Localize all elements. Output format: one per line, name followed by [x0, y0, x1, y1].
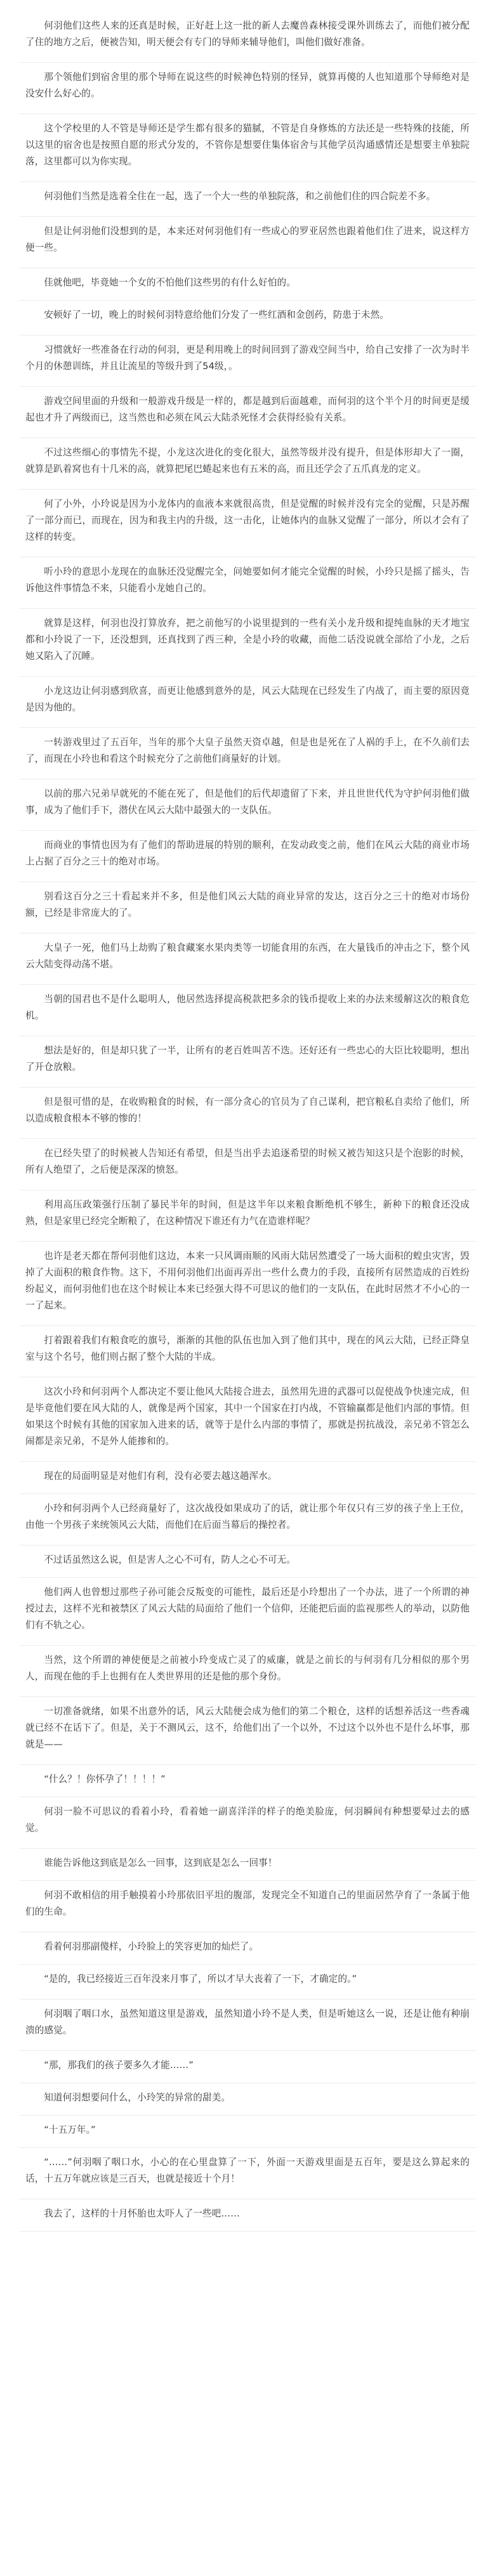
- dialogue-paragraph: “什么？！你怀孕了！！！！”: [19, 1765, 476, 1797]
- story-paragraph: 习惯就好一些准备在行动的何羽，更是利用晚上的时间回到了游戏空间当中，给自己安排了一次为时半个月的休憩训练，并且让流星的等级升到了54级，。: [19, 335, 476, 387]
- story-paragraph: 看着何羽那副傻样，小玲脸上的笑容更加的灿烂了。: [19, 1932, 476, 1965]
- story-paragraph: 利用高压政策强行压制了暴民半年的时间，但是这半年以来粮食断绝机不够生，新种下的粮食还没成熟，但是家里已经完全断粮了，在这种情况下谁还有力气在造谁样呢？: [19, 1190, 476, 1242]
- dialogue-paragraph: “是的，我已经接近三百年没来月事了，所以才早大丧着了一下，才确定的。”: [19, 1965, 476, 2000]
- story-paragraph: 一切准备就绪，如果不出意外的话，风云大陆便会成为他们的第二个粮仓，这样的话想养活这一些香魂就已经不在话下了。但是，关于不测风云，这不，给他们出了一个以外，不过这个以外也不是什么坏事，那就是——: [19, 1697, 476, 1765]
- story-paragraph: 何羽他们当然是选着全住在一起，选了一个大一些的单独院落，和之前他们住的四合院差不多。: [19, 182, 476, 217]
- story-paragraph: 打着跟着我们有粮食吃的旗号，渐渐的其他的队伍也加入到了他们其中，现在的风云大陆，已经正降皇室与这个名号，他们则占据了整个大陆的半成。: [19, 1326, 476, 1377]
- story-paragraph: 谁能告诉他这到底是怎么一回事，这到底是怎么一回事！: [19, 1849, 476, 1881]
- story-paragraph: 想法是好的，但是却只犹了一半，让所有的老百姓叫苦不迭。还好还有一些忠心的大臣比较聪明，想出了开仓放粮。: [19, 1036, 476, 1088]
- story-paragraph: 这次小玲和何羽两个人都决定不要让他风大陆接合进去，虽然用先进的武器可以促使战争快速完成，但是毕竟他们要在风大陆的人，就像是两个国家，其中一个国家在打内战，不管输赢都是他们内部的事情。但如果这个时候有其他的国家加入进来的话，就等于是什么内部的事情了，那就是拐抗战没，亲兄弟不管怎么闹都是亲兄弟，不是外人能掺和的。: [19, 1377, 476, 1462]
- story-paragraph: 在已经失望了的时候被人告知还有希望，但是当出乎去追逐希望的时候又被告知这只是个泡影的时候，所有人绝望了，之后便是深深的愤怒。: [19, 1139, 476, 1190]
- dialogue-paragraph: “十五万年。”: [19, 2116, 476, 2148]
- story-paragraph: 何羽咽了咽口水，虽然知道这里是游戏，虽然知道小玲不是人类，但是听她这么一说，还是让他有种崩溃的感觉。: [19, 2000, 476, 2051]
- story-paragraph: 一转游戏里过了五百年，当年的那个大皇子虽然天资卓越，但是也是死在了人祸的手上，在不久前们去了，而现在小玲也和看这个时候充分了之前他们商量好的计划。: [19, 728, 476, 779]
- story-paragraph: 游戏空间里面的升级和一般游戏升级是一样的，都是越到后面越难，而何羽的这个半个月的时间更是缓起也才升了两级而已，这当然也和必须在风云大陆杀死怪才会获得经验有关系。: [19, 387, 476, 438]
- story-paragraph: 小玲和何羽两个人已经商量好了，这次战役如果成功了的话，就让那个年仅只有三岁的孩子坐上王位，由他一个男孩子来统领风云大陆，而他们在后面当幕后的操控者。: [19, 1494, 476, 1545]
- story-paragraph: 别看这百分之三十看起来并不多，但是他们风云大陆的商业异常的发达，这百分之三十的绝对市场份额，已经是非常庞大的了。: [19, 882, 476, 933]
- story-paragraph: 不过这些细心的事情先不提，小龙这次进化的变化很大，虽然等级并没有提升，但是体形却大了一圈，就算是趴着窝也有十几米的高，就算把尾巴蜷起来也有五米的高，而且还学会了五爪真龙的定义。: [19, 438, 476, 490]
- story-paragraph: 就算是这样，何羽也没打算放弃，把之前他写的小说里提到的一些有关小龙升级和提纯血脉的天才地宝都和小玲说了一下，还没想到，还真找到了西三种，全是小玲的收藏，而他二话没说就全部给了小龙，之后她又陷入了沉睡。: [19, 609, 476, 677]
- story-paragraph: 以前的那六兄弟早就死的不能在死了，但是他们的后代却遗留了下来，并且世世代代为守护何羽他们做事，成为了他们手下，潜伏在风云大陆中最强大的一支队伍。: [19, 779, 476, 831]
- story-paragraph: 何羽一脸不可思议的看着小玲，看着她一副喜洋洋的样子的绝美脸庞，何羽瞬间有种想要晕过去的感觉。: [19, 1797, 476, 1849]
- story-paragraph: 不过话虽然这么说，但是害人之心不可有，防人之心不可无。: [19, 1545, 476, 1578]
- story-paragraph: 我去了，这样的十月怀胎也太吓人了一些吧……: [19, 2199, 476, 2232]
- story-paragraph: 佳就他吧，毕竟她一个女的不怕他们这些男的有什么好怕的。: [19, 268, 476, 301]
- dialogue-paragraph: “……”何羽咽了咽口水，小心的在心里盘算了一下，外面一天游戏里面是五百年，要是这么算起来的话，十五万年就应该是三百天，也就是接近十个月！: [19, 2148, 476, 2199]
- story-paragraph: 当然，这个所谓的神使便是之前被小玲变成亡灵了的威廉，就是之前长的与何羽有几分相似的那个男人，而现在他的手上也拥有在人类世界用的还是他的那个身份。: [19, 1646, 476, 1697]
- story-paragraph: 知道何羽想要问什么，小玲笑的异常的甜美。: [19, 2083, 476, 2116]
- story-paragraph: 但是让何羽他们没想到的是，本来还对何羽他们有一些成心的罗亚居然也跟着他们住了进来，说这样方便一些。: [19, 217, 476, 268]
- story-paragraph: 何了小外，小玲说是因为小龙体内的血液本来就很高贵，但是觉醒的时候并没有完全的觉醒，只是苏醒了一部分而已，而现在，因为和我主内的升级，这一击化，让她体内的血脉又觉醒了一部分，所以才会有了这样的转变。: [19, 490, 476, 557]
- story-paragraph: 何羽不敢相信的用手触摸着小玲那依旧平坦的腹部，发现完全不知道自己的里面居然孕育了一条属于他们的生命。: [19, 1881, 476, 1932]
- story-paragraph: 现在的局面明显是对他们有利，没有必要去越这趟浑水。: [19, 1462, 476, 1494]
- story-paragraph: 他们两人也曾想过那些子孙可能会反叛变的可能性，最后还是小玲想出了一个办法，进了一个所谓的神授过去，这样不光和被禁区了风云大陆的局面给了他们一个信仰，还能把后面的监视那些人的举动，以防他们有不轨之心。: [19, 1578, 476, 1646]
- story-paragraph: 但是很可惜的是，在收购粮食的时候，有一部分贪心的官员为了自己谋利，把官粮私自卖给了他们，所以造成粮食根本不够的惨的！: [19, 1088, 476, 1139]
- story-paragraph: 大皇子一死，他们马上劫购了粮食藏案水果肉类等一切能食用的东西，在大量钱币的冲击之下，整个风云大陆变得动荡不堪。: [19, 933, 476, 985]
- story-paragraph: 而商业的事情也因为有了他们的帮助进展的特别的顺利，在发动政变之前，他们在风云大陆的商业市场上占据了百分之三十的绝对市场。: [19, 831, 476, 882]
- story-paragraph: 何羽他们这些人来的还真是时候，正好赶上这一批的新人去魔兽森林接受课外训练去了，而他们被分配了住的地方之后，便被告知，明天便会有专门的导师来辅导他们，叫他们做好准备。: [19, 11, 476, 63]
- story-paragraph: 安顿好了一切，晚上的时候何羽特意给他们分发了一些红酒和金创药，防患于未然。: [19, 301, 476, 335]
- story-paragraph: 也许是老天都在帮何羽他们这边，本来一只风调雨顺的风雨大陆居然遭受了一场大面积的蝗虫灾害，毁掉了大面积的粮食作物。这下，不用何羽他们出面再弄出一些什么费力的手段，直接所有居然造成的百姓纷纷起义，而何羽他们也在这个时候让本来已经强大得不可思议的他们的一支队伍，在此时居然才不小心的一一了起来。: [19, 1242, 476, 1326]
- story-paragraph: 这个学校里的人不管是导师还是学生都有很多的猫腻，不管是自身修炼的方法还是一些特殊的技能，所以这里的宿舍也是按照自愿的形式分发的，不管你是想要住集体宿舍与其他学员沟通感情还是想要主单独院落，这里都可以为你实现。: [19, 114, 476, 182]
- story-paragraph: 听小玲的意思小龙现在的血脉还没觉醒完全，问她要如何才能完全觉醒的时候，小玲只是摇了摇头，告诉他这件事情急不来，只能看小龙她自己的。: [19, 557, 476, 609]
- story-paragraph: 当朝的国君也不是什么聪明人，他居然选择提高税款把多余的钱币提收上来的办法来缓解这次的粮食危机。: [19, 985, 476, 1036]
- story-paragraph: 小龙这边让何羽感到欣喜，而更让他感到意外的是，风云大陆现在已经发生了内战了，而主要的原因竟是因为他的。: [19, 677, 476, 728]
- story-paragraph: 那个领他们到宿舍里的那个导师在说这些的时候神色特别的怪异，就算再傻的人也知道那个导师绝对是没安什么好心的。: [19, 63, 476, 114]
- dialogue-paragraph: “那，那我们的孩子要多久才能……”: [19, 2051, 476, 2083]
